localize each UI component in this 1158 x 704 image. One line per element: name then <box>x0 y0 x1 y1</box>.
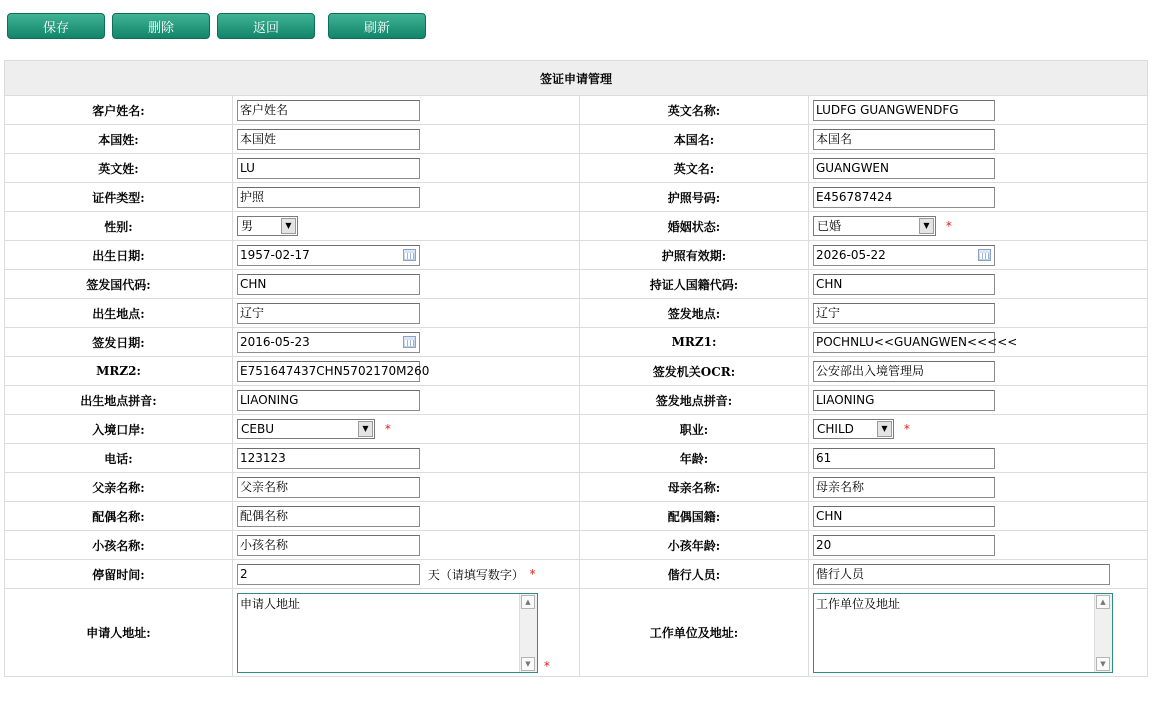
spouse-nationality-label: 配偶国籍: <box>580 502 809 531</box>
required-marker: * <box>529 567 536 581</box>
marital-status-select[interactable] <box>813 216 936 236</box>
birth-place-pinyin-input[interactable]: LIAONING <box>237 390 420 411</box>
gender-select[interactable] <box>237 216 298 236</box>
scrollbar[interactable] <box>1094 594 1112 672</box>
applicant-address-label: 申请人地址: <box>5 589 233 677</box>
document-type-label: 证件类型: <box>5 183 233 212</box>
passport-expiry-value: 2026-05-22 <box>816 247 886 262</box>
father-name-label: 父亲名称: <box>5 473 233 502</box>
english-surname-input[interactable]: LU <box>237 158 420 179</box>
child-age-label: 小孩年龄: <box>580 531 809 560</box>
required-marker: * <box>903 422 910 436</box>
save-button[interactable]: 保存 <box>7 13 105 39</box>
work-unit-address-textarea[interactable] <box>813 593 1113 673</box>
local-given-name-input[interactable]: 本国名 <box>813 129 995 150</box>
issue-place-pinyin-label: 签发地点拼音: <box>580 386 809 415</box>
birth-place-label: 出生地点: <box>5 299 233 328</box>
required-marker: * <box>945 219 952 233</box>
holder-nationality-code-input[interactable]: CHN <box>813 274 995 295</box>
birth-place-input[interactable]: 辽宁 <box>237 303 420 324</box>
spouse-name-label: 配偶名称: <box>5 502 233 531</box>
required-marker: * <box>384 422 391 436</box>
work-unit-address-value: 工作单位及地址 <box>816 596 901 611</box>
mother-name-label: 母亲名称: <box>580 473 809 502</box>
spouse-name-input[interactable]: 配偶名称 <box>237 506 420 527</box>
customer-name-label: 客户姓名: <box>5 96 233 125</box>
english-full-name-label: 英文名称: <box>580 96 809 125</box>
english-given-name-label: 英文名: <box>580 154 809 183</box>
marital-status-label: 婚姻状态: <box>580 212 809 241</box>
entry-port-label: 入境口岸: <box>5 415 233 444</box>
chevron-down-icon: ▼ <box>358 421 373 437</box>
passport-expiry-input[interactable] <box>813 245 995 266</box>
scroll-up-icon[interactable]: ▲ <box>1096 595 1110 609</box>
issuing-country-code-label: 签发国代码: <box>5 270 233 299</box>
issuing-authority-ocr-label: 签发机关OCR: <box>580 357 809 386</box>
marital-status-select-value: 已婚 <box>817 219 842 233</box>
stay-duration-label: 停留时间: <box>5 560 233 589</box>
issue-place-label: 签发地点: <box>580 299 809 328</box>
delete-button[interactable]: 删除 <box>112 13 210 39</box>
issuing-country-code-input[interactable]: CHN <box>237 274 420 295</box>
child-name-input[interactable]: 小孩名称 <box>237 535 420 556</box>
applicant-address-textarea[interactable] <box>237 593 538 673</box>
stay-duration-hint: 天（请填写数字） <box>427 567 524 582</box>
english-given-name-input[interactable]: GUANGWEN <box>813 158 995 179</box>
chevron-down-icon: ▼ <box>281 218 296 234</box>
work-unit-address-label: 工作单位及地址: <box>580 589 809 677</box>
birth-date-value: 1957-02-17 <box>240 247 310 262</box>
issue-date-value: 2016-05-23 <box>240 334 310 349</box>
scrollbar[interactable] <box>519 594 537 672</box>
required-marker: * <box>543 658 550 673</box>
companions-input[interactable]: 偕行人员 <box>813 564 1110 585</box>
local-given-name-label: 本国名: <box>580 125 809 154</box>
birth-date-input[interactable] <box>237 245 420 266</box>
phone-label: 电话: <box>5 444 233 473</box>
mrz1-input[interactable]: POCHNLU<<GUANGWEN<<<<< <box>813 332 995 353</box>
calendar-icon[interactable] <box>403 249 416 261</box>
scroll-down-icon[interactable]: ▼ <box>1096 657 1110 671</box>
local-surname-input[interactable]: 本国姓 <box>237 129 420 150</box>
issue-date-input[interactable] <box>237 332 420 353</box>
birth-date-label: 出生日期: <box>5 241 233 270</box>
issue-place-input[interactable]: 辽宁 <box>813 303 995 324</box>
age-label: 年龄: <box>580 444 809 473</box>
mrz2-input[interactable]: E751647437CHN5702170M260 <box>237 361 420 382</box>
mrz2-label: MRZ2: <box>5 357 233 386</box>
occupation-select[interactable] <box>813 419 894 439</box>
english-full-name-input[interactable]: LUDFG GUANGWENDFG <box>813 100 995 121</box>
issuing-authority-ocr-input[interactable]: 公安部出入境管理局 <box>813 361 995 382</box>
visa-application-form <box>4 60 1148 677</box>
scroll-down-icon[interactable]: ▼ <box>521 657 535 671</box>
birth-place-pinyin-label: 出生地点拼音: <box>5 386 233 415</box>
occupation-label: 职业: <box>580 415 809 444</box>
child-age-input[interactable]: 20 <box>813 535 995 556</box>
age-input[interactable]: 61 <box>813 448 995 469</box>
spouse-nationality-input[interactable]: CHN <box>813 506 995 527</box>
mrz1-label: MRZ1: <box>580 328 809 357</box>
english-surname-label: 英文姓: <box>5 154 233 183</box>
passport-number-label: 护照号码: <box>580 183 809 212</box>
gender-label: 性别: <box>5 212 233 241</box>
phone-input[interactable]: 123123 <box>237 448 420 469</box>
scroll-up-icon[interactable]: ▲ <box>521 595 535 609</box>
passport-number-input[interactable]: E456787424 <box>813 187 995 208</box>
father-name-input[interactable]: 父亲名称 <box>237 477 420 498</box>
calendar-icon[interactable] <box>403 336 416 348</box>
passport-expiry-label: 护照有效期: <box>580 241 809 270</box>
form-title: 签证申请管理 <box>5 61 1148 96</box>
chevron-down-icon: ▼ <box>919 218 934 234</box>
stay-duration-input[interactable]: 2 <box>237 564 420 585</box>
applicant-address-value: 申请人地址 <box>240 596 301 611</box>
calendar-icon[interactable] <box>978 249 991 261</box>
chevron-down-icon: ▼ <box>877 421 892 437</box>
back-button[interactable]: 返回 <box>217 13 315 39</box>
entry-port-select[interactable] <box>237 419 375 439</box>
toolbar <box>7 13 1147 39</box>
customer-name-input[interactable]: 客户姓名 <box>237 100 420 121</box>
document-type-input[interactable]: 护照 <box>237 187 420 208</box>
gender-select-value: 男 <box>241 219 254 233</box>
companions-label: 偕行人员: <box>580 560 809 589</box>
holder-nationality-code-label: 持证人国籍代码: <box>580 270 809 299</box>
child-name-label: 小孩名称: <box>5 531 233 560</box>
refresh-button[interactable]: 刷新 <box>328 13 426 39</box>
issue-date-label: 签发日期: <box>5 328 233 357</box>
occupation-select-value: CHILD <box>817 422 854 436</box>
mother-name-input[interactable]: 母亲名称 <box>813 477 995 498</box>
entry-port-select-value: CEBU <box>241 422 274 436</box>
issue-place-pinyin-input[interactable]: LIAONING <box>813 390 995 411</box>
local-surname-label: 本国姓: <box>5 125 233 154</box>
